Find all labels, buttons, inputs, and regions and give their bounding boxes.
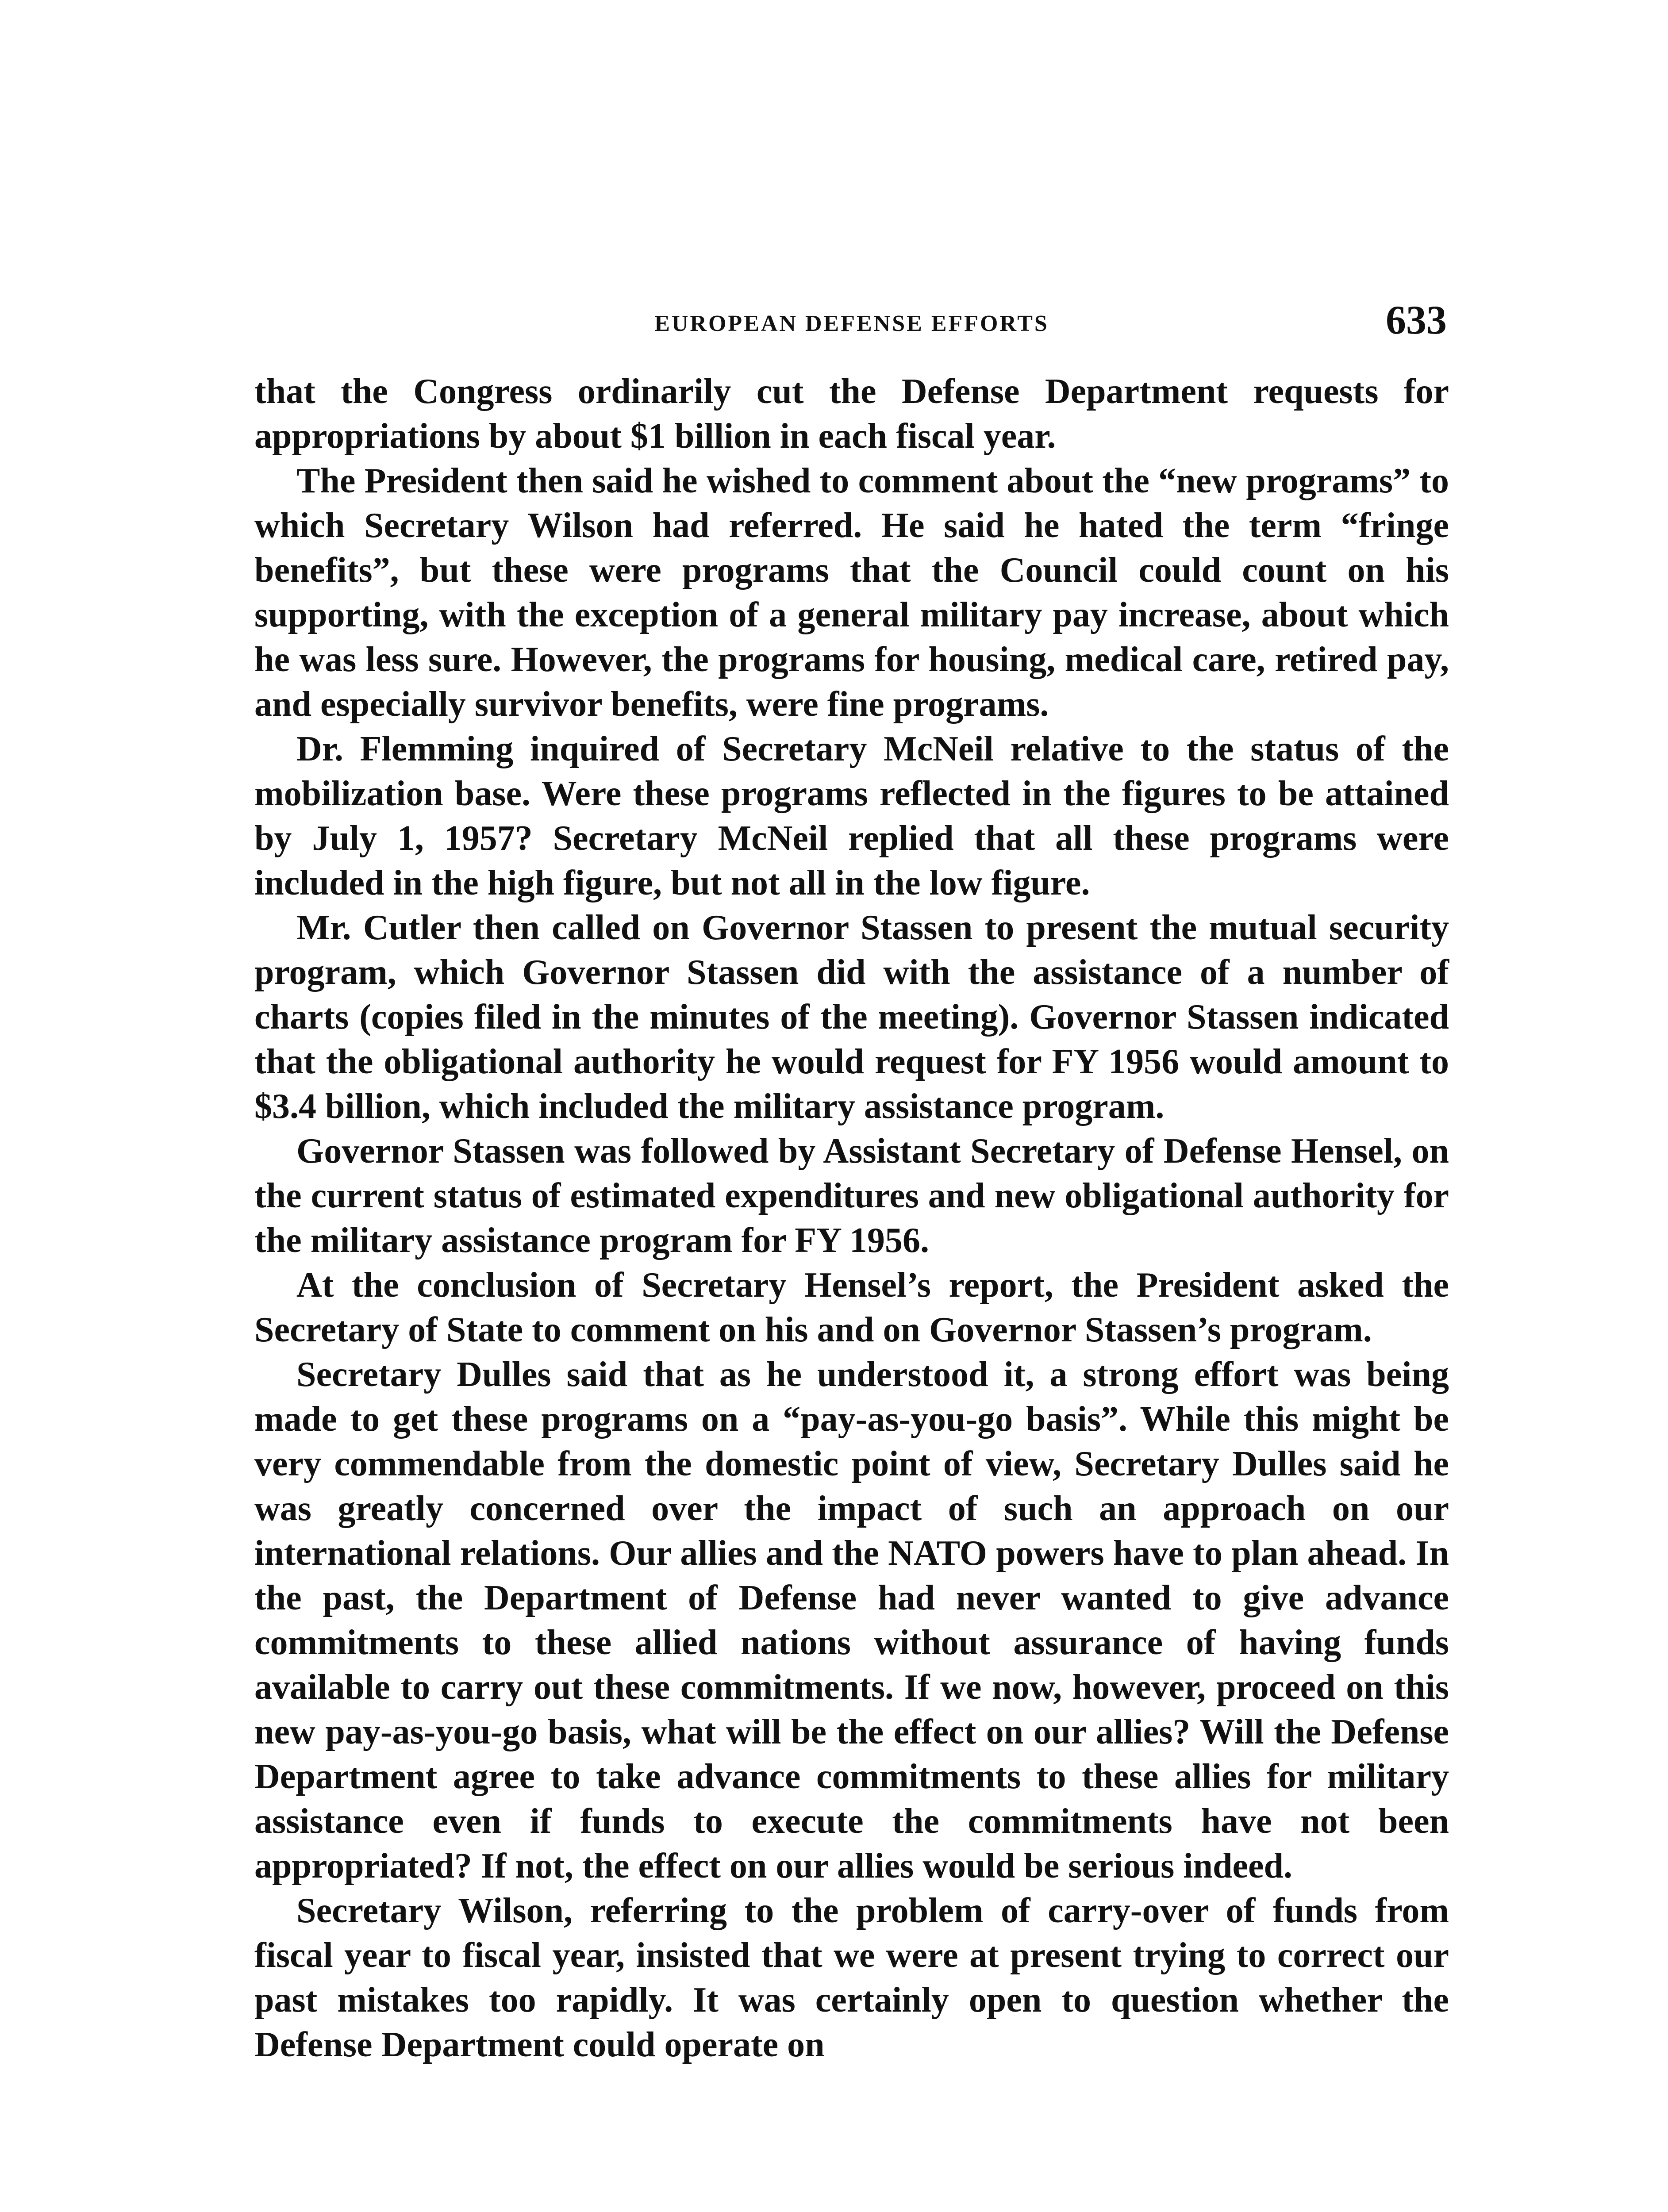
paragraph: Secretary Wilson, referring to the problem of carry-over of funds from fiscal year to fiscal year, insisted that we were at present trying to correct our past mistakes too rapidly. It was certainly open to question whether the Defense Department could operate on [254, 1891, 1449, 2064]
paragraph: Secretary Dulles said that as he understood it, a strong effort was being made to get these programs on a “pay-as-you-go basis”. While this might be very commendable from the domestic point of view, Secretary Dulles said he was greatly concerned over the impact of such an approach on our international relations. Our allies and the NATO powers have to plan ahead. In the past, the Department of Defense had never wanted to give advance commitments to these allied nations without assurance of having funds available to carry out these commitments. If we now, however, proceed on this new pay-as-you-go basis, what will be the effect on our allies? Will the Defense Department agree to take advance commitments to these allies for military assistance even if funds to execute the commitments have not been appropriated? If not, the effect on our allies would be serious indeed. [254, 1355, 1449, 1886]
running-head: EUROPEAN DEFENSE EFFORTS [654, 311, 1049, 336]
paragraph-continued: that the Congress ordinarily cut the Defense Department requests for appropriations by about $1 billion in each fiscal year. [254, 372, 1449, 456]
page-header [257, 296, 1447, 345]
paragraph: At the conclusion of Secretary Hensel’s report, the President asked the Secretary of State to comment on his and on Governor Stassen’s program. [254, 1266, 1449, 1349]
paragraph: Governor Stassen was followed by Assistant Secretary of Defense Hensel, on the current status of estimated expenditures and new obligational authority for the military assistance program for FY 1956. [254, 1132, 1449, 1260]
page-number: 633 [1386, 297, 1447, 342]
body-text [254, 369, 1449, 2067]
paragraph: The President then said he wished to comment about the “new programs” to which Secretary Wilson had referred. He said he hated the term “fringe benefits”, but these were programs that the Council could count on his supporting, with the exception of a general military pay increase, about which he was less sure. However, the programs for housing, medical care, retired pay, and especially survivor benefits, were fine programs. [254, 461, 1449, 724]
paragraph: Mr. Cutler then called on Governor Stassen to present the mutual security program, which Governor Stassen did with the assistance of a number of charts (copies filed in the minutes of the meeting). Governor Stassen indicated that the obligational authority he would request for FY 1956 would amount to $3.4 billion, which included the military assistance program. [254, 908, 1449, 1126]
paragraph: Dr. Flemming inquired of Secretary McNeil relative to the status of the mobilization base. Were these programs reflected in the figures to be attained by July 1, 1957? Secretary McNeil replied that all these programs were included in the high figure, but not all in the low figure. [254, 730, 1449, 902]
